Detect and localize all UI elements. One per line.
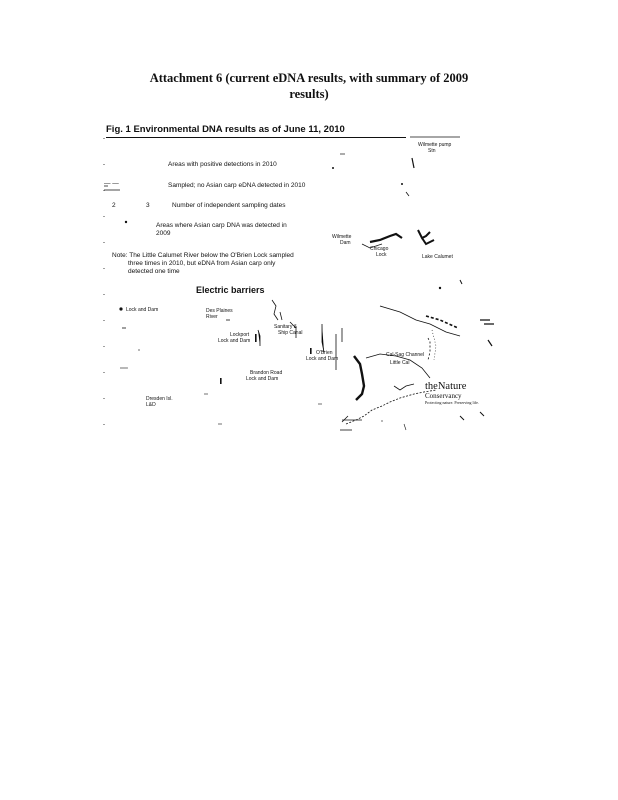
lakefront-line bbox=[380, 306, 460, 336]
nature-conservancy-logo: theNature Conservancy Protecting nature. Preserving life. bbox=[425, 381, 479, 405]
legend-positive-2010: Areas with positive detections in 2010 bbox=[168, 161, 277, 168]
wilmette-dam-label: Wilmette Dam bbox=[332, 234, 352, 246]
sanitary-ship-canal bbox=[354, 356, 364, 400]
figure-title-rule bbox=[106, 137, 406, 138]
legend-note: Note: The Little Calumet River below the O'Brien Lock sampled three times in 2010, but eDNA from Asian carp only detected one time bbox=[112, 252, 294, 275]
legend-number-3: 3 bbox=[146, 202, 150, 209]
dresden-label: Dresden Isl. L&D bbox=[146, 396, 173, 408]
lockport-label: Lockport Lock and Dam bbox=[218, 332, 251, 344]
des-plaines-river-label: Des Plaines River bbox=[206, 308, 233, 320]
legend-sampled-negative: Sampled; no Asian carp eDNA detected in 2010 bbox=[168, 182, 306, 189]
brandon-road-label: Brandon Road Lock and Dam bbox=[246, 370, 283, 382]
figure-title: Fig. 1 Environmental DNA results as of June 11, 2010 bbox=[106, 124, 345, 135]
lake-calumet-label: Lake Calumet bbox=[422, 254, 453, 260]
lock-and-dam-symbol bbox=[119, 307, 122, 310]
pump-station-label: Wilmette pump Stn bbox=[418, 142, 452, 154]
legend-dash-symbol: — — bbox=[104, 180, 119, 187]
canal-label: Sanitary & Ship Canal bbox=[274, 324, 303, 336]
chicago-lock-label: Chicago Lock bbox=[370, 246, 389, 258]
north-branch-river bbox=[370, 234, 402, 242]
legend-number-2: 2 bbox=[112, 202, 116, 209]
lock-and-dam-legend-label: Lock and Dam bbox=[126, 307, 159, 313]
figure-map bbox=[100, 124, 510, 440]
obrien-label: O'Brien Lock and Dam bbox=[306, 350, 339, 362]
page-title bbox=[0, 70, 618, 102]
legend-detected-2009: Areas where Asian carp DNA was detected in 2009 bbox=[156, 222, 287, 237]
little-cal-label: Little Cal bbox=[390, 360, 410, 366]
page-title-line1: Attachment 6 (current eDNA results, with summary of 2009 bbox=[149, 71, 469, 85]
cal-sag-label: Cal-Sag Channel bbox=[386, 352, 425, 358]
electric-barriers-title: Electric barriers bbox=[196, 285, 265, 295]
page-title-line2: results) bbox=[289, 87, 329, 101]
legend-num-sampling-dates: Number of independent sampling dates bbox=[172, 202, 286, 209]
electric-barrier-marker bbox=[272, 300, 278, 320]
